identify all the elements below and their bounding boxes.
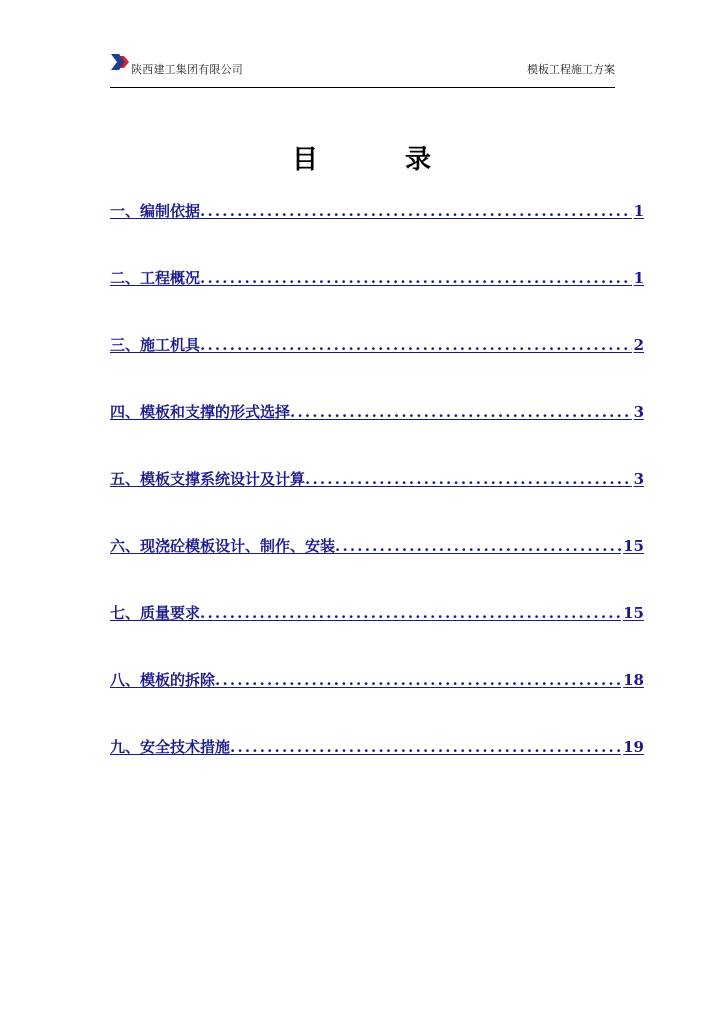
toc-dot-leader [290, 403, 632, 421]
toc-link-9[interactable] [110, 736, 644, 760]
toc-page-number: 3 [633, 470, 644, 488]
toc-entry [110, 736, 644, 803]
toc-page-number: 2 [633, 336, 644, 354]
toc-entry-label: 一、编制依据 [110, 202, 201, 220]
toc-entry-label: 九、安全技术措施 [110, 738, 231, 756]
page-header [110, 50, 615, 88]
toc-entry-label: 八、模板的拆除 [110, 671, 216, 689]
toc-entry [110, 334, 644, 401]
table-of-contents [110, 200, 644, 803]
toc-link-7[interactable] [110, 602, 644, 626]
toc-dot-leader [200, 336, 632, 354]
toc-dot-leader [200, 202, 632, 220]
toc-entry [110, 535, 644, 602]
toc-page-number: 1 [633, 269, 644, 287]
toc-page-number: 1 [633, 202, 644, 220]
toc-page-number: 15 [623, 604, 644, 622]
toc-entry-label: 三、施工机具 [110, 336, 201, 354]
toc-dot-leader [335, 537, 621, 555]
toc-entry [110, 401, 644, 468]
toc-heading-char-1: 目 [292, 145, 319, 175]
toc-heading-char-2: 录 [405, 145, 432, 175]
toc-entry-label: 六、现浇砼模板设计、制作、安装 [110, 537, 336, 555]
toc-entry [110, 468, 644, 535]
toc-link-3[interactable] [110, 334, 644, 358]
toc-dot-leader [200, 269, 632, 287]
document-title: 模板工程施工方案 [527, 63, 615, 76]
toc-link-6[interactable] [110, 535, 644, 559]
company-name: 陕西建工集团有限公司 [131, 63, 243, 76]
toc-dot-leader [200, 604, 621, 622]
toc-entry-label: 七、质量要求 [110, 604, 201, 622]
toc-dot-leader [230, 738, 621, 756]
toc-entry [110, 602, 644, 669]
toc-heading [0, 142, 724, 178]
toc-page-number: 15 [623, 537, 644, 555]
toc-page-number: 19 [623, 738, 644, 756]
company-logo-icon [111, 54, 131, 70]
toc-entry [110, 200, 644, 267]
toc-link-1[interactable] [110, 200, 644, 224]
toc-dot-leader [305, 470, 632, 488]
toc-link-4[interactable] [110, 401, 644, 425]
toc-entry-label: 五、模板支撑系统设计及计算 [110, 470, 306, 488]
toc-entry-label: 四、模板和支撑的形式选择 [110, 403, 291, 421]
toc-entry [110, 267, 644, 334]
toc-entry [110, 669, 644, 736]
toc-link-2[interactable] [110, 267, 644, 291]
toc-page-number: 3 [633, 403, 644, 421]
toc-page-number: 18 [623, 671, 644, 689]
toc-link-8[interactable] [110, 669, 644, 693]
toc-link-5[interactable] [110, 468, 644, 492]
toc-dot-leader [215, 671, 621, 689]
toc-entry-label: 二、工程概况 [110, 269, 201, 287]
